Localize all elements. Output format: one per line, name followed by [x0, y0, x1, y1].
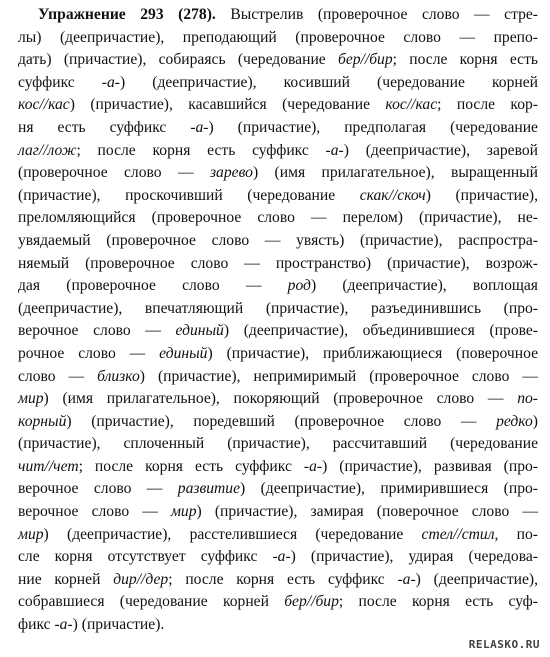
italic-fragment: близко	[97, 367, 140, 385]
italic-fragment: скак//скоч	[359, 186, 426, 204]
text-fragment: суффикс	[18, 73, 102, 91]
italic-fragment: зарево	[209, 164, 253, 182]
text-fragment: ние корней	[18, 570, 114, 588]
text-fragment: няемый (проверочное слово — пространство) (причастие), возрож-	[18, 254, 538, 272]
italic-fragment: стел//стил	[421, 525, 495, 543]
text-line	[18, 49, 538, 72]
text-fragment: увядаемый (проверочное слово — увясть) (причастие), распростра-	[18, 231, 538, 249]
italic-fragment: лаг//лож	[18, 141, 77, 159]
text-fragment: ; после корня есть суффикс	[76, 141, 326, 159]
text-line	[18, 275, 538, 298]
text-fragment: верочное слово —	[18, 503, 171, 521]
exercise-heading: Упражнение 293 (278).	[38, 6, 216, 23]
text-fragment: ) (деепричастие), заревой	[343, 141, 538, 159]
italic-fragment: -а-	[54, 616, 73, 634]
text-fragment: ) (причастие), предполагая (чередование	[208, 118, 538, 136]
text-fragment: (проверочное слово —	[18, 164, 210, 182]
italic-fragment: по-	[517, 390, 538, 408]
text-line	[18, 433, 538, 456]
text-line	[18, 546, 538, 569]
text-line	[18, 569, 538, 592]
text-fragment: ) (деепричастие), косивший (чередование корней	[119, 73, 538, 91]
text-fragment: ; после корня есть суффикс	[78, 457, 304, 475]
italic-fragment: -а-	[397, 570, 416, 588]
text-fragment: преломляющийся (проверочное слово — перелом) (причастие), не-	[18, 209, 538, 227]
italic-fragment: развитие	[177, 480, 241, 498]
text-fragment: ) (причастие), поредевший (проверочное слово —	[66, 412, 497, 430]
italic-fragment: редко	[496, 412, 533, 430]
text-fragment: ) (причастие), развивая (про-	[322, 457, 538, 475]
text-line	[18, 524, 538, 547]
text-fragment: сле корня отсутствует суффикс	[18, 548, 273, 566]
italic-fragment: единый	[159, 344, 208, 362]
text-line	[18, 27, 538, 50]
text-fragment: ) (причастие), удирая (чередова-	[290, 548, 538, 566]
text-line	[18, 366, 538, 389]
text-fragment: верочное слово —	[18, 322, 176, 340]
exercise-answer-text	[18, 4, 538, 637]
text-line	[18, 230, 538, 253]
text-fragment: (деепричастие), впечатляющий (причастие), разъединившись (про-	[18, 299, 538, 317]
text-fragment: фикс	[18, 616, 55, 634]
italic-fragment: род	[287, 277, 311, 295]
site-watermark: RELASKO.RU	[468, 638, 540, 651]
text-fragment: , по-	[494, 525, 538, 543]
italic-fragment: -а-	[325, 141, 344, 159]
italic-fragment: -а-	[190, 118, 209, 136]
text-fragment: ) (имя прилагательное), покоряющий (проверочное слово —	[43, 390, 518, 408]
text-line	[18, 185, 538, 208]
text-fragment: собравшиеся (чередование корней	[18, 593, 285, 611]
text-fragment: ) (причастие), замирая (поверочное слово —	[196, 503, 538, 521]
text-line	[18, 117, 538, 140]
italic-fragment: бер//бир	[337, 51, 393, 69]
italic-fragment: корный	[18, 412, 67, 430]
italic-fragment: -а-	[101, 73, 120, 91]
text-fragment: дая (проверочное слово —	[18, 277, 288, 295]
text-fragment: ) (деепричастие), расстелившиеся (чередование	[43, 525, 422, 543]
text-fragment: Выстрелив (проверочное слово — стре-	[215, 6, 538, 23]
text-line	[18, 253, 538, 276]
text-fragment: )	[532, 412, 538, 430]
text-line	[18, 501, 538, 524]
text-fragment: ) (имя прилагательное), выращенный	[252, 164, 538, 182]
text-line	[18, 4, 538, 27]
text-fragment: ) (причастие), касавшийся (чередование	[69, 96, 386, 114]
text-fragment: ; после корня есть	[392, 51, 538, 69]
text-fragment: ) (причастие), непримиримый (проверочное слово —	[139, 367, 538, 385]
text-fragment: (причастие), проскочивший (чередование	[18, 186, 360, 204]
text-line	[18, 456, 538, 479]
italic-fragment: бер//бир	[284, 593, 339, 611]
text-fragment: ; после корня есть суффикс	[168, 570, 398, 588]
text-fragment: лы) (деепричастие), преподающий (проверочное слово — препо-	[18, 28, 538, 46]
text-line	[18, 591, 538, 614]
text-fragment: ; после кор-	[437, 96, 538, 114]
text-line	[18, 320, 538, 343]
text-fragment: (причастие), сплоченный (причастие), рассчитавший (чередование	[18, 435, 538, 453]
italic-fragment: кос//кас	[18, 96, 70, 114]
italic-fragment: мир	[170, 503, 197, 521]
text-fragment: ) (деепричастие),	[415, 570, 538, 588]
text-fragment: ) (причастие),	[425, 186, 538, 204]
text-line	[18, 162, 538, 185]
text-fragment: верочное слово —	[18, 480, 178, 498]
text-fragment: ) (деепричастие), воплощая	[310, 277, 538, 295]
italic-fragment: мир	[18, 525, 44, 543]
text-line	[18, 298, 538, 321]
text-line	[18, 388, 538, 411]
italic-fragment: чит//чет	[18, 457, 79, 475]
italic-fragment: -а-	[272, 548, 291, 566]
text-line	[18, 140, 538, 163]
text-fragment: ) (причастие), приближающиеся (поверочное	[207, 344, 538, 362]
text-line	[18, 343, 538, 366]
text-line	[18, 478, 538, 501]
text-fragment: ) (деепричастие), примирившиеся (про-	[240, 480, 538, 498]
text-fragment: слово —	[18, 367, 98, 385]
text-fragment: дать) (причастие), собираясь (чередование	[18, 51, 338, 69]
text-fragment: ; после корня есть суф-	[338, 593, 538, 611]
text-fragment: рочное слово —	[18, 344, 160, 362]
text-fragment: ня есть суффикс	[18, 118, 191, 136]
italic-fragment: -а-	[303, 457, 323, 475]
text-line	[18, 411, 538, 434]
text-line	[18, 94, 538, 117]
text-line	[18, 614, 538, 637]
text-line	[18, 207, 538, 230]
italic-fragment: мир	[18, 390, 44, 408]
text-fragment: ) (деепричастие), объединившиеся (прове-	[223, 322, 538, 340]
text-line	[18, 72, 538, 95]
text-fragment: ) (причастие).	[72, 616, 165, 634]
italic-fragment: дир//дер	[113, 570, 169, 588]
italic-fragment: кос//кас	[385, 96, 438, 114]
italic-fragment: единый	[175, 322, 224, 340]
